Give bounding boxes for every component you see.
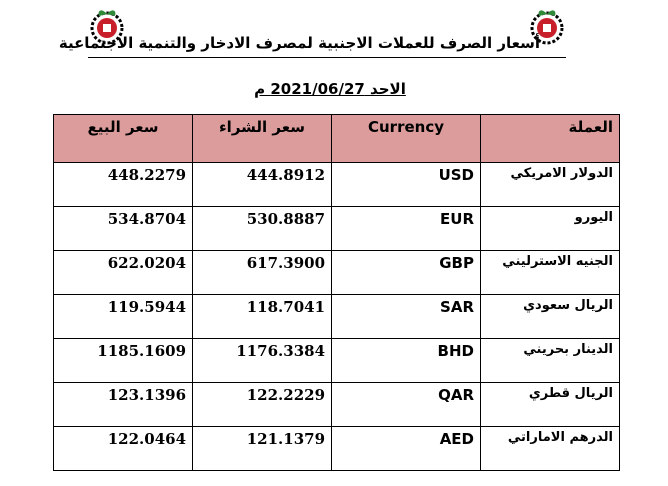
currency-name: اليورو bbox=[481, 207, 620, 251]
currency-name: الدولار الامريكي bbox=[481, 163, 620, 207]
currency-name: الدينار بحريني bbox=[481, 339, 620, 383]
table-row bbox=[54, 339, 620, 383]
sell-rate: 123.1396 bbox=[54, 383, 193, 427]
buy-rate: 122.2229 bbox=[193, 383, 332, 427]
column-header-sell: سعر البيع bbox=[54, 115, 193, 163]
sell-rate: 122.0464 bbox=[54, 427, 193, 471]
page-title: أسعار الصرف للعملات الاجنبية لمصرف الادخار والتنمية الاجتماعية bbox=[58, 34, 540, 52]
buy-rate: 118.7041 bbox=[193, 295, 332, 339]
sell-rate: 1185.1609 bbox=[54, 339, 193, 383]
buy-rate: 1176.3384 bbox=[193, 339, 332, 383]
currency-code: EUR bbox=[332, 207, 481, 251]
buy-rate: 530.8887 bbox=[193, 207, 332, 251]
exchange-rates-table bbox=[53, 114, 620, 471]
currency-code: GBP bbox=[332, 251, 481, 295]
currency-code: BHD bbox=[332, 339, 481, 383]
sell-rate: 119.5944 bbox=[54, 295, 193, 339]
date-label: الاحد 2021/06/27 م bbox=[254, 80, 406, 98]
currency-code: QAR bbox=[332, 383, 481, 427]
table-row bbox=[54, 295, 620, 339]
column-header-currency: Currency bbox=[332, 115, 481, 163]
table-row bbox=[54, 251, 620, 295]
column-header-name: العملة bbox=[481, 115, 620, 163]
table-row bbox=[54, 207, 620, 251]
currency-name: الريال سعودي bbox=[481, 295, 620, 339]
table-row bbox=[54, 383, 620, 427]
table-row bbox=[54, 163, 620, 207]
currency-name: الدرهم الاماراتي bbox=[481, 427, 620, 471]
buy-rate: 617.3900 bbox=[193, 251, 332, 295]
buy-rate: 444.8912 bbox=[193, 163, 332, 207]
sell-rate: 448.2279 bbox=[54, 163, 193, 207]
title-underline bbox=[88, 57, 566, 58]
sell-rate: 622.0204 bbox=[54, 251, 193, 295]
sell-rate: 534.8704 bbox=[54, 207, 193, 251]
currency-name: الريال قطري bbox=[481, 383, 620, 427]
currency-code: SAR bbox=[332, 295, 481, 339]
currency-code: USD bbox=[332, 163, 481, 207]
buy-rate: 121.1379 bbox=[193, 427, 332, 471]
currency-code: AED bbox=[332, 427, 481, 471]
currency-name: الجنيه الاسترليني bbox=[481, 251, 620, 295]
table-header-row bbox=[54, 115, 620, 163]
column-header-buy: سعر الشراء bbox=[193, 115, 332, 163]
table-row bbox=[54, 427, 620, 471]
